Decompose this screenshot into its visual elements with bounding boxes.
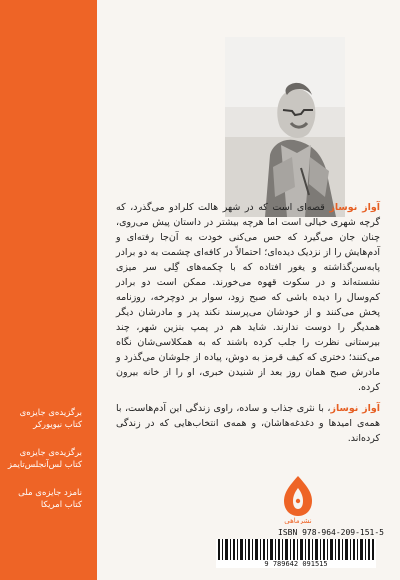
author-photo: [225, 37, 345, 217]
book-title-highlight-second: آواز نوساز: [330, 403, 380, 414]
author-photo-illustration: [225, 37, 345, 217]
awards-list: [2, 407, 82, 511]
description-paragraph-1: [116, 200, 380, 395]
barcode-digits: 9 789642 091515: [264, 560, 328, 568]
publisher-logo: [275, 474, 321, 524]
barcode: [216, 539, 376, 568]
book-title-highlight: آواز نوساز: [329, 202, 380, 213]
award-spacer-1: [2, 431, 82, 447]
award-3-line-1: نامزد جایزه‌ی ملی: [18, 488, 82, 498]
description-text-1: قصه‌ای است که در شهر هالت کلرادو می‌گذرد، که گرچه شهری خیالی است اما هرچه بیشتر در داستان پیش می‌روی، چنان جان می‌گیرد که حس می‌کنی خودت به آن‌جا رفته‌ای و آدم‌هایش را از نزدیک دیده‌ای؛ احتمالاً در کافه‌ای چشمت به دو برادر پابه‌سن‌گذاشته و یغور افتاده که با چکمه‌های گِلی سر میزی نشسته‌اند و در سکوت قهوه می‌خورند. ممکن است دو برادر کم‌وسال را دیده باشی که صبح زود، سوار بر دوچرخه، روزنامه پخش می‌کنند و از خودشان می‌پرسند نکند پدر و مادرشان دیگر همدیگر را دوست ندارند. شاید هم در پمپ بنزین شهر، چند بیرستانی نظرت را جلب کرده باشند که به همکلاسی‌شان نگاه می‌کنند؛ دختری که کیف قرمز به دوش، پیاده از جلوشان می‌گذرد و مادرش صبح همان روز بعد از شنیدن خبری، او را از خانه بیرون کرده.: [116, 202, 380, 393]
barcode-lines-graphic: [216, 539, 376, 560]
award-1-line-1: برگزیده‌ی جایزه‌ی: [19, 408, 82, 418]
fish-logo-icon: [275, 474, 321, 524]
description-text-2: ، با نثری جذاب و ساده، راوی زندگی این آدم‌هاست، با همه‌ی امیدها و دغدغه‌هاشان، و همه‌ی انتخاب‌هایی که در زندگی کرده‌اند.: [116, 403, 380, 444]
award-spacer-2: [2, 471, 82, 487]
isbn-label: ISBN 978-964-209-151-5: [278, 528, 384, 537]
award-2-line-2: کتاب لس‌آنجلس‌تایمز: [7, 460, 82, 470]
book-description: [116, 200, 380, 452]
publisher-logo-text: نشرماهی: [284, 517, 312, 524]
description-paragraph-2: [116, 401, 380, 446]
award-1-line-2: کتاب نیویورکر: [33, 420, 82, 430]
award-2-line-1: برگزیده‌ی جایزه‌ی: [19, 448, 82, 458]
award-3-line-2: کتاب امریکا: [40, 500, 82, 510]
